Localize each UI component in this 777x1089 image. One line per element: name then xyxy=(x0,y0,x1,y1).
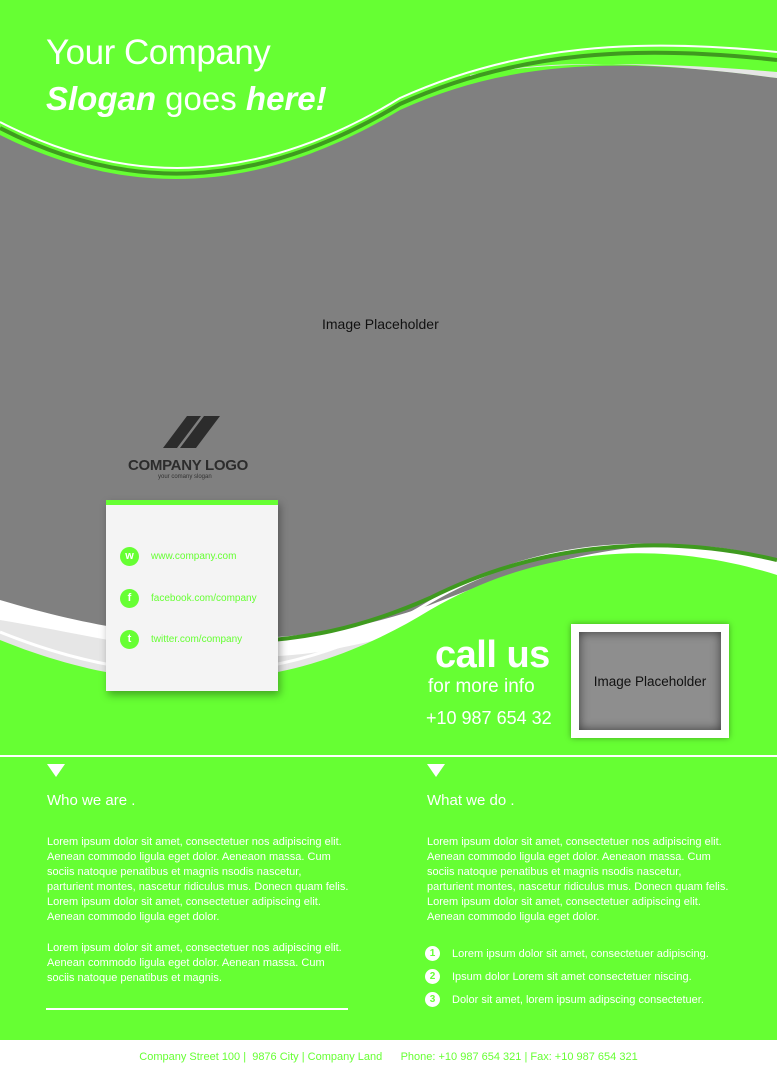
slogan-word: Slogan xyxy=(46,80,157,117)
who-heading: Who we are . xyxy=(47,792,136,809)
list-item-text: Lorem ipsum dolor sit amet, consectetuer adipiscing. xyxy=(452,947,709,960)
who-paragraph-1: Lorem ipsum dolor sit amet, consectetuer nos adipiscing elit. Aenean commodo ligula eget dolor. Aeneaon massa. Cum sociis natoque penatibus et magnis nsodis nascetur, parturient montes, nascetur ridiculus mus. Donecn quam felis. Lorem ipsum dolor sit amet, consectetuer adipiscing elit. Aenean commodo ligula eget dolor. xyxy=(47,836,349,923)
list-item-text: Dolor sit amet, lorem ipsum adipscing consectetuer. xyxy=(452,993,704,1006)
number-badge-1: 1 xyxy=(425,946,440,961)
list-item xyxy=(425,965,709,988)
website-link[interactable]: www.company.com xyxy=(151,550,237,562)
call-us-headline: call us xyxy=(435,634,550,676)
main-image-placeholder-label: Image Placeholder xyxy=(322,316,439,332)
slogan-middle: goes xyxy=(156,80,246,117)
list-item-text: Ipsum dolor Lorem sit amet consectetuer niscing. xyxy=(452,970,692,983)
what-triangle-icon xyxy=(427,764,445,777)
call-us-phone[interactable]: +10 987 654 32 xyxy=(426,708,552,728)
what-list xyxy=(425,942,709,1011)
who-paragraph-2: Lorem ipsum dolor sit amet, consectetuer nos adipiscing elit. Aenean commodo ligula eget dolor. Aenean massa. Cum sociis natoque penatibus et magnis. xyxy=(47,942,342,984)
small-image-placeholder xyxy=(579,632,721,730)
footer-contact: Company Street 100 | 9876 City | Company Land Phone: +10 987 654 321 | Fax: +10 987 654 321 xyxy=(139,1051,638,1063)
list-item xyxy=(425,942,709,965)
who-triangle-icon xyxy=(47,764,65,777)
what-paragraph-1: Lorem ipsum dolor sit amet, consectetuer nos adipiscing elit. Aenean commodo ligula eget dolor. Aeneaon massa. Cum sociis natoque penatibus et magnis nsodis nascetur, parturient montes, nascetur ridiculus mus. Donecn quam felis. Lorem ipsum dolor sit amet, consectetuer adipiscing elit. Aenean commodo ligula eget dolor. xyxy=(427,836,729,923)
contact-website[interactable] xyxy=(120,546,236,566)
twitter-link[interactable]: twitter.com/company xyxy=(151,633,243,645)
what-heading: What we do . xyxy=(427,792,515,809)
facebook-link[interactable]: facebook.com/company xyxy=(151,592,257,604)
contact-card xyxy=(106,500,278,691)
number-badge-2: 2 xyxy=(425,969,440,984)
list-item xyxy=(425,988,709,1011)
company-logo-text: COMPANY LOGO xyxy=(128,457,249,474)
call-us-subline: for more info xyxy=(428,676,535,697)
company-title: Your Company xyxy=(46,33,271,72)
twitter-icon: t xyxy=(120,630,139,649)
small-image-placeholder-label: Image Placeholder xyxy=(593,673,707,689)
company-logo-tagline: your comany slogan xyxy=(158,474,212,480)
website-icon: w xyxy=(120,547,139,566)
slogan-exclaim: here! xyxy=(245,80,327,117)
number-badge-3: 3 xyxy=(425,992,440,1007)
company-slogan xyxy=(46,80,327,118)
small-image-frame xyxy=(571,624,729,738)
facebook-icon: f xyxy=(120,589,139,608)
who-divider xyxy=(46,1008,348,1010)
contact-twitter[interactable] xyxy=(120,629,242,649)
contact-facebook[interactable] xyxy=(120,588,257,608)
